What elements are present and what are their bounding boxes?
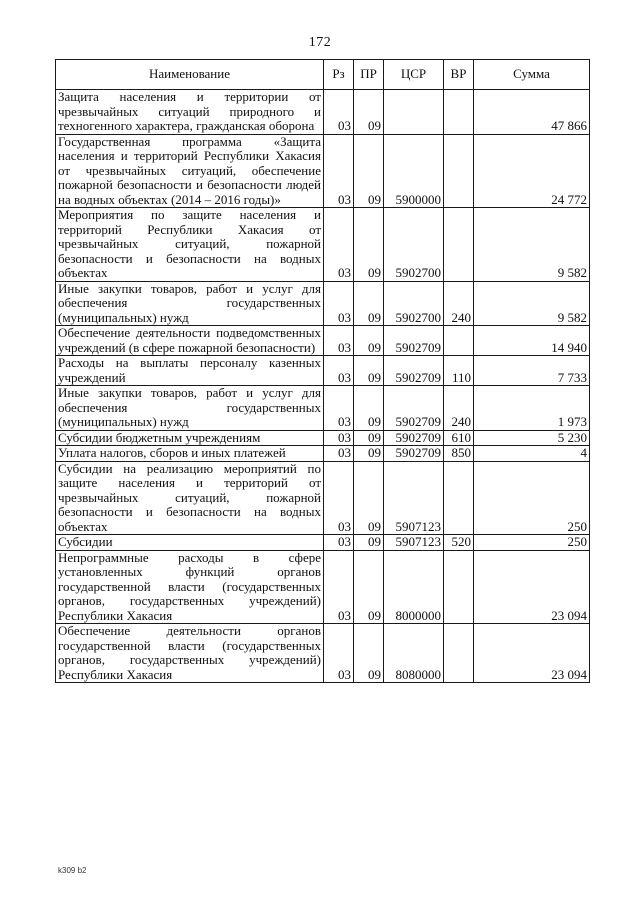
footer-code: k309 b2 [58,866,87,875]
row-sum: 23 094 [474,624,590,683]
row-csr: 8000000 [384,550,444,624]
row-name: Иные закупки товаров, работ и услуг для обеспечения государственных (муниципальных) нужд [56,281,324,326]
header-pr: ПР [354,60,384,90]
row-name: Иные закупки товаров, работ и услуг для обеспечения государственных (муниципальных) нужд [56,386,324,431]
row-pr: 09 [354,624,384,683]
row-name: Защита населения и территории от чрезвычайных ситуаций природного и техногенного характера, гражданская оборона [56,90,324,135]
row-name: Обеспечение деятельности подведомственных учреждений (в сфере пожарной безопасности) [56,326,324,356]
row-csr: 5902700 [384,281,444,326]
row-sum: 250 [474,461,590,535]
row-name: Мероприятия по защите населения и территорий Республики Хакасия от чрезвычайных ситуаций, пожарной безопасности и безопасности на водных объектах [56,208,324,282]
row-csr: 5902709 [384,430,444,446]
table-row [56,281,590,326]
row-name: Субсидии на реализацию мероприятий по защите населения и территорий от чрезвычайных ситуаций, пожарной безопасности и безопасности на водных объектах [56,461,324,535]
row-vr: 240 [444,281,474,326]
table-row [56,386,590,431]
row-name: Субсидии бюджетным учреждениям [56,430,324,446]
table-row [56,326,590,356]
table-row [56,550,590,624]
row-pr: 09 [354,134,384,208]
row-name: Расходы на выплаты персоналу казенных учреждений [56,356,324,386]
row-vr [444,134,474,208]
row-pr: 09 [354,535,384,551]
row-csr: 5900000 [384,134,444,208]
row-vr: 610 [444,430,474,446]
row-rz: 03 [324,134,354,208]
row-name: Уплата налогов, сборов и иных платежей [56,446,324,462]
row-csr: 5902709 [384,356,444,386]
row-rz: 03 [324,461,354,535]
row-vr [444,624,474,683]
table-row [56,90,590,135]
row-sum: 14 940 [474,326,590,356]
row-csr: 5902700 [384,208,444,282]
table-row [56,134,590,208]
row-rz: 03 [324,535,354,551]
row-vr [444,550,474,624]
table-row [56,446,590,462]
header-csr: ЦСР [384,60,444,90]
row-rz: 03 [324,326,354,356]
page-number: 172 [308,35,332,50]
table-row [56,356,590,386]
header-name: Наименование [56,60,324,90]
row-name: Обеспечение деятельности органов государственной власти (государственных органов, государственных учреждений) Республики Хакасия [56,624,324,683]
row-rz: 03 [324,208,354,282]
row-pr: 09 [354,90,384,135]
row-pr: 09 [354,326,384,356]
row-sum: 7 733 [474,356,590,386]
row-pr: 09 [354,356,384,386]
row-rz: 03 [324,446,354,462]
row-name: Государственная программа «Защита населения и территорий Республики Хакасия от чрезвычайных ситуаций, обеспечение пожарной безопасности и безопасности людей на водных объектах (2014 – 2016 годы)» [56,134,324,208]
row-rz: 03 [324,90,354,135]
row-csr: 5902709 [384,446,444,462]
row-sum: 5 230 [474,430,590,446]
row-pr: 09 [354,208,384,282]
table-row [56,535,590,551]
table-row [56,461,590,535]
row-name: Непрограммные расходы в сфере установленных функций органов государственной власти (государственных органов, государственных учреждений) Республики Хакасия [56,550,324,624]
header-sum: Сумма [474,60,590,90]
row-sum: 250 [474,535,590,551]
row-rz: 03 [324,550,354,624]
row-vr: 110 [444,356,474,386]
row-rz: 03 [324,356,354,386]
row-csr [384,90,444,135]
row-pr: 09 [354,281,384,326]
budget-table [55,59,590,683]
row-rz: 03 [324,281,354,326]
row-vr: 850 [444,446,474,462]
row-rz: 03 [324,430,354,446]
table-row [56,430,590,446]
row-rz: 03 [324,386,354,431]
row-name: Субсидии [56,535,324,551]
row-vr [444,90,474,135]
row-sum: 9 582 [474,281,590,326]
row-pr: 09 [354,461,384,535]
row-pr: 09 [354,446,384,462]
row-sum: 23 094 [474,550,590,624]
header-rz: Рз [324,60,354,90]
row-csr: 5907123 [384,461,444,535]
table-row [56,624,590,683]
row-pr: 09 [354,550,384,624]
row-csr: 8080000 [384,624,444,683]
row-csr: 5907123 [384,535,444,551]
row-sum: 9 582 [474,208,590,282]
header-vr: ВР [444,60,474,90]
row-vr: 240 [444,386,474,431]
row-pr: 09 [354,386,384,431]
row-vr [444,326,474,356]
row-pr: 09 [354,430,384,446]
row-sum: 24 772 [474,134,590,208]
row-csr: 5902709 [384,386,444,431]
row-vr [444,208,474,282]
row-csr: 5902709 [384,326,444,356]
row-vr: 520 [444,535,474,551]
row-sum: 47 866 [474,90,590,135]
row-sum: 1 973 [474,386,590,431]
row-vr [444,461,474,535]
table-row [56,208,590,282]
table-header-row [56,60,590,90]
row-rz: 03 [324,624,354,683]
row-sum: 4 [474,446,590,462]
